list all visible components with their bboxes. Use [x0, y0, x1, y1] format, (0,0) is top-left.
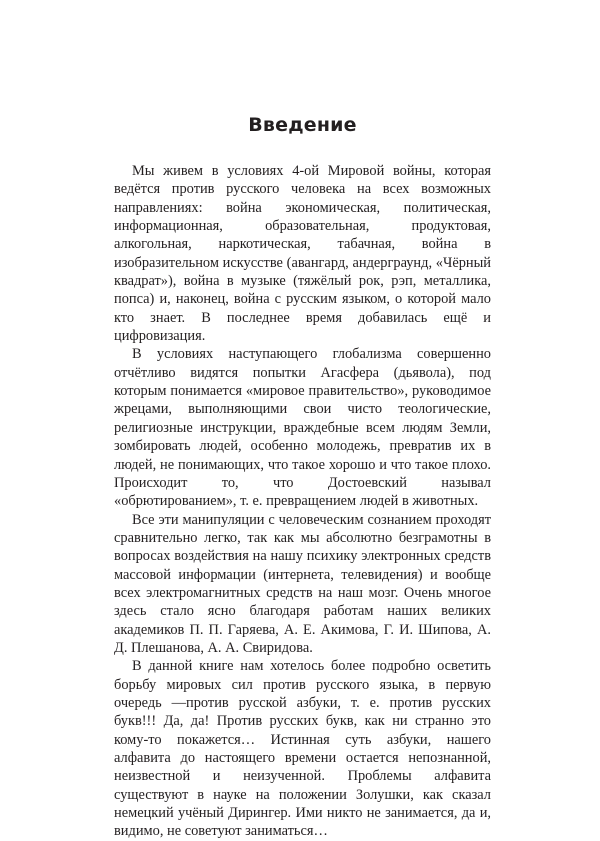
paragraph: Мы живем в условиях 4-ой Мировой войны, которая ведётся против русского человека на всех возможных направлениях: война экономическая, политическая, информационная, образовательная, продуктовая, алкогольная, наркотическая, табачная, война в изобразительном искусстве (авангард, андерграунд, «Чёрный квадрат»), война в музыке (тяжёлый рок, рэп, металлика, попса) и, наконец, война с русским языком, о которой мало кто знает. В последнее время добавилась ещё и цифровизация. — [114, 163, 491, 345]
paragraph: В условиях наступающего глобализма совершенно отчётливо видятся попытки Агасфера (дьявола), под которым понимается «мировое правительство», руководимое жрецами, выполняющими свои чисто теологические, религиозные инструкции, враждебные всем людям Земли, зомбировать людей, особенно молодежь, превратив их в людей, не понимающих, что такое хорошо и что такое плохо. Происходит то, что Достоевский называл «обрютированием», т. е. превращением людей в животных. — [114, 346, 491, 510]
chapter-body — [114, 162, 491, 841]
paragraph: В данной книге нам хотелось более подробно осветить борьбу мировых сил против русского языка, в первую очередь —против русской азбуки, т. е. против русских букв!!! Да, да! Против русских букв, как ни странно это кому-то покажется… Истинная суть азбуки, нашего алфавита до настоящего времени остается непознанной, неизвестной и неизученной. Проблемы алфавита существуют в науке на положении Золушки, как сказал немецкий учёный Дирингер. Ими никто не занимается, да и, видимо, не советуют заниматься… — [114, 658, 491, 840]
chapter-title: Введение — [248, 114, 357, 136]
book-page — [114, 108, 491, 841]
paragraph: Все эти манипуляции с человеческим сознанием проходят сравнительно легко, так как мы абсолютно безграмотны в вопросах воздействия на нашу психику электронных средств массовой информации (интернета, телевидения) и вообще всех электромагнитных средств на наш мозг. Очень многое здесь стало ясно благодаря работам наших великих академиков П. П. Гаряева, А. Е. Акимова, Г. И. Шипова, А. Д. Плешанова, А. А. Свиридова. — [114, 511, 491, 656]
